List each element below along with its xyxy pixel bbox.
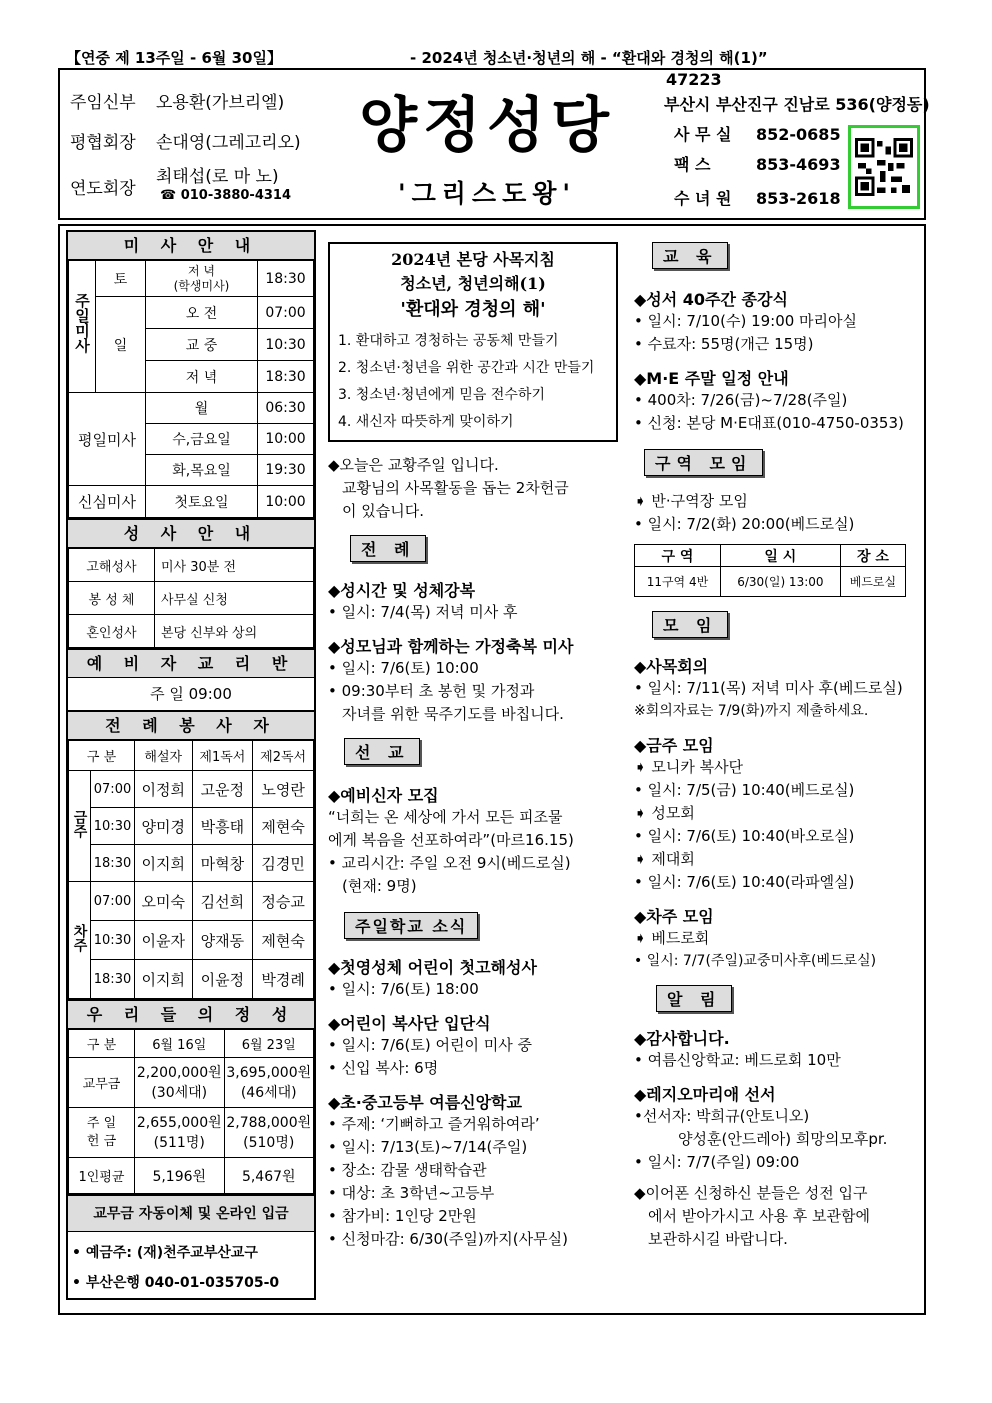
sacrament-guide-title: 성 사 안 내 bbox=[68, 520, 314, 548]
news-heading: ◆예비신자 모집 bbox=[328, 786, 439, 805]
col-header: 제2독서 bbox=[253, 741, 314, 771]
postcode: 47223 bbox=[666, 70, 722, 89]
pastoral-policy-box bbox=[328, 242, 618, 442]
news-line: • 일시: 7/6(토) 어린이 미사 중 bbox=[328, 1036, 532, 1054]
news-line: • 장소: 감물 생태학습관 bbox=[328, 1161, 487, 1179]
offering-title: 우 리 들 의 정 성 bbox=[68, 1001, 314, 1029]
policy-subtitle: 청소년, 청년의해(1) bbox=[400, 274, 546, 293]
mass-guide bbox=[66, 230, 316, 520]
sat-evening-label: 저 녁 (학생미사) bbox=[146, 261, 258, 297]
devotion-mass-label: 신심미사 bbox=[69, 486, 146, 518]
news-line: 보관하시길 바랍니다. bbox=[648, 1230, 788, 1248]
news-line: • 일시: 7/11(목) 저녁 미사 후(베드로실) bbox=[634, 679, 903, 697]
address: 부산시 부산진구 진남로 536(양정동) bbox=[664, 95, 930, 114]
year-theme: - 2024년 청소년·청년의 해 - “환대와 경청의 해(1)” bbox=[410, 49, 768, 67]
catechumen-time: 주 일 09:00 bbox=[150, 685, 232, 703]
sun-label: 일 bbox=[96, 297, 146, 393]
news-line: (현재: 9명) bbox=[342, 877, 417, 895]
contact-fax: 팩 스 853-4693 bbox=[674, 155, 841, 174]
staff-council: 평협회장 손대영(그레고리오) bbox=[70, 133, 301, 153]
col-header: 제1독서 bbox=[192, 741, 253, 771]
news-line: • 일시: 7/7(주일) 09:00 bbox=[634, 1153, 800, 1171]
phone-number: ☎ 010-3880-4314 bbox=[160, 188, 292, 203]
sacrament-label: 봉 성 체 bbox=[69, 582, 155, 615]
news-line: ➧ 성모회 bbox=[634, 804, 695, 822]
mass-guide-title: 미 사 안 내 bbox=[68, 232, 314, 260]
news-line: • 주제: ‘기뻐하고 즐거워하여라’ bbox=[328, 1115, 540, 1133]
bank-title: 교무금 자동이체 및 온라인 입금 bbox=[68, 1196, 314, 1232]
mass-row-time: 07:00 bbox=[258, 297, 314, 329]
news-heading: ◆사목회의 bbox=[634, 657, 709, 676]
news-line: • 일시: 7/6(토) 18:00 bbox=[328, 980, 479, 998]
policy-theme: '환대와 경청의 해' bbox=[400, 299, 546, 320]
news-heading: ◆M·E 주말 일정 안내 bbox=[634, 369, 789, 388]
mission-tag: 선 교 bbox=[344, 738, 420, 765]
sat-label: 토 bbox=[96, 261, 146, 297]
news-line: • 일시: 7/13(토)~7/14(주일) bbox=[328, 1138, 528, 1156]
mass-row-label: 월 bbox=[146, 393, 258, 424]
mass-row-time: 10:00 bbox=[258, 424, 314, 455]
policy-item: 1. 환대하고 경청하는 공동체 만들기 bbox=[338, 333, 559, 349]
news-line: ➧ 베드로회 bbox=[634, 929, 710, 947]
contact-office: 사 무 실 852-0685 bbox=[674, 125, 841, 144]
qr-code[interactable] bbox=[848, 125, 920, 209]
week-label: 차주 bbox=[69, 882, 91, 999]
news-line: • 일시: 7/6(토) 10:40(바오로실) bbox=[634, 827, 855, 845]
news-heading: ◆어린이 복사단 입단식 bbox=[328, 1014, 491, 1033]
news-line: • 신청: 본당 M·E대표(010-4750-0353) bbox=[634, 414, 904, 432]
news-line: • 400차: 7/26(금)~7/28(주일) bbox=[634, 391, 848, 409]
news-heading: ◆첫영성체 어린이 첫고해성사 bbox=[328, 958, 537, 977]
education-tag: 교 육 bbox=[652, 242, 728, 269]
news-line: 에게 복음을 선포하여라”(마르16.15) bbox=[328, 831, 574, 849]
liturgy-tag: 전 례 bbox=[350, 535, 426, 562]
news-line: • 일시: 7/6(토) 10:40(라파엘실) bbox=[634, 873, 855, 891]
mass-row-label: 오 전 bbox=[146, 297, 258, 329]
staff-yeondo: 연도회장 bbox=[70, 179, 136, 199]
sunday-mass-label: 주일미사 bbox=[69, 261, 96, 393]
col-header: 해설자 bbox=[135, 741, 193, 771]
news-line: • 일시: 7/7(주일)교중미사후(베드로실) bbox=[634, 953, 877, 969]
news-line: • 수료자: 55명(개근 15명) bbox=[634, 335, 814, 353]
mass-row-label: 화,목요일 bbox=[146, 455, 258, 486]
news-line: • 일시: 7/6(토) 10:00 bbox=[328, 659, 479, 677]
news-line: • 일시: 7/5(금) 10:40(베드로실) bbox=[634, 781, 855, 799]
liturgy-servers-title: 전 례 봉 사 자 bbox=[68, 712, 314, 740]
mass-row-time: 10:00 bbox=[258, 486, 314, 518]
sacrament-value: 본당 신부와 상의 bbox=[155, 615, 314, 648]
news-heading: ◆차주 모임 bbox=[634, 907, 714, 926]
news-line: • 교리시간: 주일 오전 9시(베드로실) bbox=[328, 854, 571, 872]
church-title: 양정성당 bbox=[359, 91, 615, 161]
contact-convent: 수 녀 원 853-2618 bbox=[674, 189, 841, 208]
bank-account: • 부산은행 040-01-035705-0 bbox=[72, 1275, 280, 1291]
news-line: 에서 받아가시고 사용 후 보관함에 bbox=[648, 1207, 870, 1225]
news-line: ➧ 모니카 복사단 bbox=[634, 758, 744, 776]
catechumen-class bbox=[66, 650, 316, 712]
issue-date: 【연중 제 13주일 - 6월 30일】 bbox=[66, 49, 282, 67]
sacrament-value: 미사 30분 전 bbox=[155, 549, 314, 582]
news-line: ➧ 반·구역장 모임 bbox=[634, 492, 748, 510]
news-heading: ◆레지오마리애 선서 bbox=[634, 1085, 776, 1104]
news-line: ➧ 제대회 bbox=[634, 850, 695, 868]
policy-title: 2024년 본당 사목지침 bbox=[391, 250, 555, 269]
news-line: • 일시: 7/2(화) 20:00(베드로실) bbox=[634, 515, 855, 533]
staff-pastor: 주임신부 오용환(가브리엘) bbox=[70, 93, 285, 113]
sacrament-label: 혼인성사 bbox=[69, 615, 155, 648]
catechumen-title: 예 비 자 교 리 반 bbox=[68, 650, 314, 678]
sat-time: 18:30 bbox=[258, 261, 314, 297]
bank-holder: • 예금주: (재)천주교부산교구 bbox=[72, 1245, 258, 1261]
church-subtitle: '그리스도왕' bbox=[397, 179, 577, 208]
district-table: 구 역 일 시 장 소 11구역 4반 6/30(일) 13:00 베드로실 bbox=[634, 544, 906, 597]
news-line: • 일시: 7/4(목) 저녁 미사 후 bbox=[328, 603, 518, 621]
right-column bbox=[634, 242, 924, 1251]
news-line: 양성훈(안드레아) 희망의모후pr. bbox=[678, 1130, 888, 1148]
mass-row-time: 06:30 bbox=[258, 393, 314, 424]
mass-row-time: 18:30 bbox=[258, 361, 314, 393]
news-heading: ◆금주 모임 bbox=[634, 736, 714, 755]
mass-row-label: 첫토요일 bbox=[146, 486, 258, 518]
news-line: ※회의자료는 7/9(화)까지 제출하세요. bbox=[634, 703, 869, 719]
news-heading: ◆감사합니다. bbox=[634, 1029, 730, 1048]
news-line: 자녀를 위한 묵주기도를 바칩니다. bbox=[342, 705, 564, 723]
meeting-tag: 모 임 bbox=[652, 611, 728, 638]
policy-item: 2. 청소년·청년을 위한 공간과 시간 만들기 bbox=[338, 360, 595, 376]
district-tag: 구역 모임 bbox=[644, 449, 763, 476]
policy-item: 4. 새신자 따뜻하게 맞이하기 bbox=[338, 414, 514, 430]
news-line: • 대상: 초 3학년~고등부 bbox=[328, 1184, 495, 1202]
news-line: • 신입 복사: 6명 bbox=[328, 1059, 439, 1077]
news-line: •선서자: 박희규(안토니오) bbox=[634, 1107, 810, 1125]
news-heading: ◆성시간 및 성체강복 bbox=[328, 581, 476, 600]
news-heading: ◆성서 40주간 종강식 bbox=[634, 290, 788, 309]
week-label: 금주 bbox=[69, 771, 91, 882]
news-heading: ◆성모님과 함께하는 가정축복 미사 bbox=[328, 637, 574, 656]
bank-info bbox=[66, 1196, 316, 1300]
mass-row-time: 19:30 bbox=[258, 455, 314, 486]
policy-item: 3. 청소년·청년에게 믿음 전수하기 bbox=[338, 387, 545, 403]
staff-yeondo-name: 최태섭(로 마 노) bbox=[156, 167, 279, 187]
news-line: ◆이어폰 신청하신 분들은 성전 입구 bbox=[634, 1184, 868, 1202]
news-line: • 09:30부터 초 봉헌 및 가정과 bbox=[328, 682, 535, 700]
liturgy-servers: 전 례 봉 사 자 구 분 해설자 제1독서 제2독서 금주 07:00 이정희 고운정 노영란 10:30 양미경 박흥태 제현숙 18:30 이지희 마혁창 김경민 차주 07:00 오미숙 김선희 정승교 10:30 이윤자 양재동 제현숙 18:30 이지희 이윤정 박경례 bbox=[66, 712, 316, 1001]
notice-tag: 알 림 bbox=[656, 985, 732, 1012]
middle-column bbox=[328, 242, 618, 1251]
news-line: • 신청마감: 6/30(주일)까지(사무실) bbox=[328, 1230, 568, 1248]
sunday-school-tag: 주일학교 소식 bbox=[344, 912, 478, 939]
mass-row-label: 저 녁 bbox=[146, 361, 258, 393]
news-line: “너희는 온 세상에 가서 모든 피조물 bbox=[328, 808, 563, 826]
sacrament-value: 사무실 신청 bbox=[155, 582, 314, 615]
mass-row-label: 수,금요일 bbox=[146, 424, 258, 455]
news-line: • 참가비: 1인당 2만원 bbox=[328, 1207, 477, 1225]
sacrament-guide bbox=[66, 520, 316, 650]
left-column bbox=[66, 230, 316, 1300]
sacrament-label: 고해성사 bbox=[69, 549, 155, 582]
offering-section: 우 리 들 의 정 성 구 분 6월 16일 6월 23일 교무금 2,200,000원 (30세대) 3,695,000원 (46세대) 주 일 헌 금 2,655,000원 (511명) 2,788,000원 (510명) 1인평균 5,196원 5,467원 bbox=[66, 1001, 316, 1196]
header-box bbox=[58, 68, 930, 220]
mass-row-label: 교 중 bbox=[146, 329, 258, 361]
news-heading: ◆초·중고등부 여름신앙학교 bbox=[328, 1093, 522, 1112]
col-header: 구 분 bbox=[69, 741, 135, 771]
pope-sunday-notice: ◆오늘은 교황주일 입니다. 교황님의 사목활동을 돕는 2차헌금 이 있습니다. bbox=[328, 456, 569, 520]
mass-row-time: 10:30 bbox=[258, 329, 314, 361]
news-line: • 일시: 7/10(수) 19:00 마리아실 bbox=[634, 312, 858, 330]
news-line: • 여름신앙학교: 베드로회 10만 bbox=[634, 1051, 841, 1069]
weekday-mass-label: 평일미사 bbox=[69, 393, 146, 486]
main-box bbox=[58, 224, 926, 1315]
